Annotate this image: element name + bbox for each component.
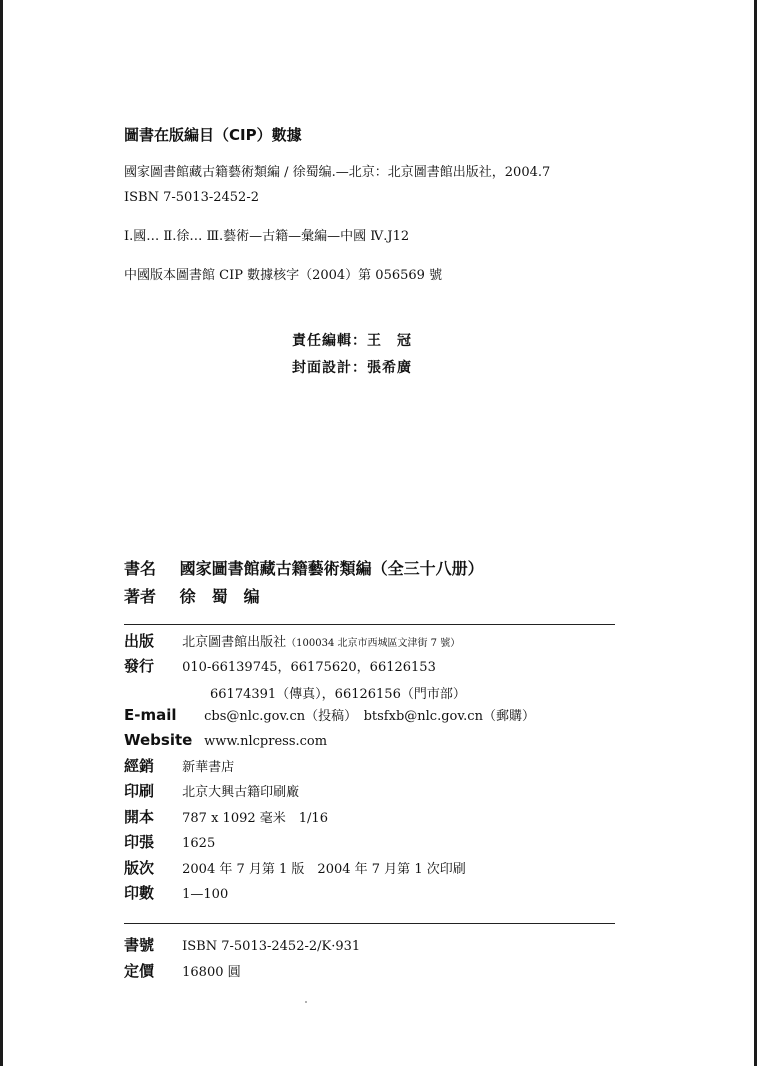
divider-bottom xyxy=(124,923,615,924)
seller-row xyxy=(124,757,234,777)
divider-top xyxy=(124,624,615,625)
edition-label: 版次 xyxy=(124,859,155,877)
cip-line-isbn: ISBN 7-5013-2452-2 xyxy=(124,190,259,205)
printer-label: 印刷 xyxy=(124,782,155,800)
scan-speck xyxy=(305,1001,307,1003)
book-author-label: 著者 xyxy=(124,587,157,606)
book-author-value: 徐 蜀 编 xyxy=(179,587,260,606)
distribution-label: 發行 xyxy=(124,657,155,675)
distribution-phones: 010-66139745，66175620，66126153 xyxy=(182,660,436,675)
isbn-label: 書號 xyxy=(124,936,155,954)
publisher-address: （100034 北京市西城區文津街 7 號） xyxy=(286,638,461,649)
email-row xyxy=(124,706,535,726)
cip-line-title-author: 國家圖書館藏古籍藝術類編 / 徐蜀编.—北京：北京圖書館出版社，2004.7 xyxy=(124,165,551,180)
cip-title: 圖書在版編目（CIP）數據 xyxy=(124,126,302,144)
copies-row xyxy=(124,884,228,904)
edition-value: 2004 年 7 月第 1 版 2004 年 7 月第 1 次印刷 xyxy=(182,862,466,877)
book-title-row xyxy=(124,556,484,579)
seller-label: 經銷 xyxy=(124,757,155,775)
page-right-edge xyxy=(754,0,757,1066)
book-author-row xyxy=(124,584,260,607)
distribution-row xyxy=(124,657,436,677)
responsible-editor: 責任編輯：王 冠 xyxy=(292,333,412,349)
cip-line-subjects: Ⅰ.國… Ⅱ.徐… Ⅲ.藝術—古籍—彙編—中國 Ⅳ.J12 xyxy=(124,229,410,244)
book-title-value: 國家圖書館藏古籍藝術類編（全三十八册） xyxy=(179,559,484,578)
sheets-row xyxy=(124,833,215,853)
price-row xyxy=(124,962,241,982)
cip-line-verification: 中國版本圖書館 CIP 數據核字（2004）第 056569 號 xyxy=(124,268,443,283)
page-left-edge xyxy=(0,0,3,1066)
website-row xyxy=(124,731,327,751)
copies-value: 1—100 xyxy=(182,887,229,902)
website-label: Website xyxy=(124,731,193,749)
publisher-label: 出版 xyxy=(124,632,155,650)
format-row xyxy=(124,808,328,828)
book-title-label: 書名 xyxy=(124,559,157,578)
sheets-value: 1625 xyxy=(182,836,216,851)
edition-row xyxy=(124,859,466,879)
email-label: E-mail xyxy=(124,706,177,724)
publisher-name: 北京圖書館出版社 xyxy=(182,635,287,650)
printer-value: 北京大興古籍印刷廠 xyxy=(182,785,300,800)
isbn-value: ISBN 7-5013-2452-2/K·931 xyxy=(182,939,361,954)
distribution-phones-continued: 66174391（傳真），66126156（門市部） xyxy=(210,687,466,702)
publisher-row xyxy=(124,632,460,653)
printer-row xyxy=(124,782,299,802)
email-value: cbs@nlc.gov.cn（投稿） btsfxb@nlc.gov.cn（郵購） xyxy=(204,709,535,724)
format-label: 開本 xyxy=(124,808,155,826)
seller-value: 新華書店 xyxy=(182,760,235,775)
isbn-row xyxy=(124,936,360,956)
format-value: 787 x 1092 毫米 1/16 xyxy=(182,811,328,826)
cover-designer: 封面設計：張希廣 xyxy=(292,360,412,376)
price-value: 16800 圓 xyxy=(182,965,241,980)
price-label: 定價 xyxy=(124,962,155,980)
copies-label: 印數 xyxy=(124,884,155,902)
website-value: www.nlcpress.com xyxy=(204,734,328,749)
sheets-label: 印張 xyxy=(124,833,155,851)
